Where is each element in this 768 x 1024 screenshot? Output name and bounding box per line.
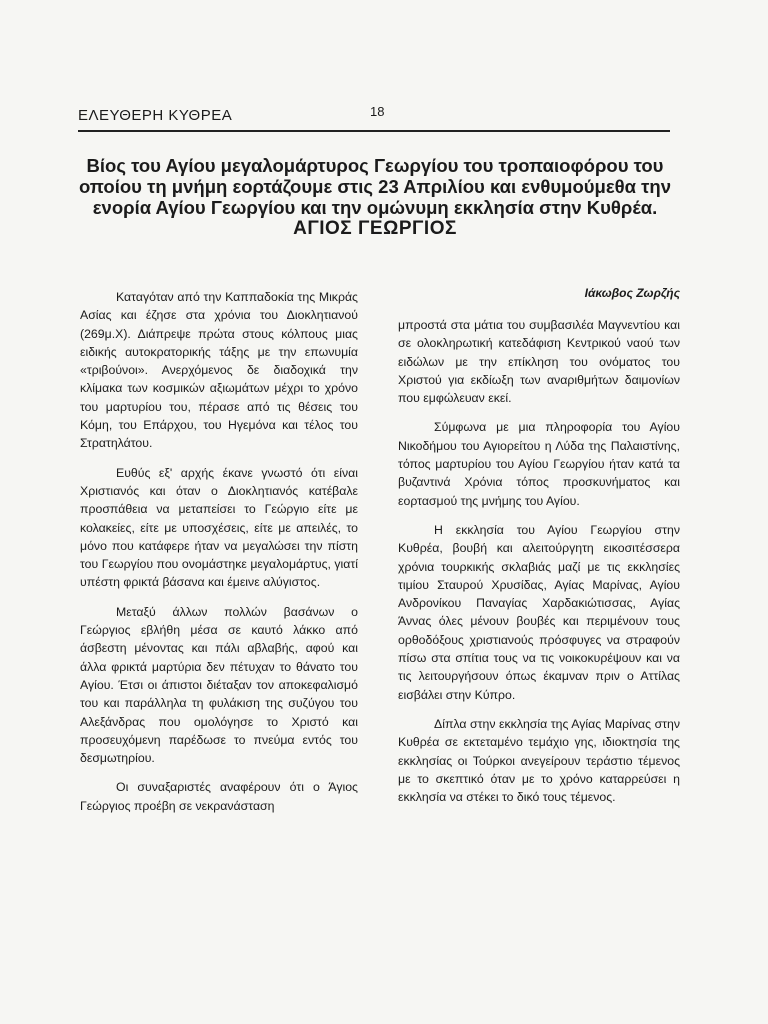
article-title: Βίος του Αγίου μεγαλομάρτυρος Γεωργίου του τροπαιοφόρου του οποίου τη μνήμη εορτάζουμε στις 23 Απριλίου και ενθυμούμεθα την ενορία Αγίου Γεωργίου και την ομώνυμη εκκλησία στην Κυθρέα. [79,155,671,218]
paragraph: Δίπλα στην εκκλησία της Αγίας Μαρίνας στην Κυθρέα σε εκτεταμένο τεμάχιο γης, ιδιοκτησία της εκκλησίας οι Τούρκοι ανεγείρουν τεράστιο τέμενος με το σκεπτικό όταν με το χρόνο καταρρεύσει η εκκλησία να στέκει το δικό τους τέμενος. [398,716,680,805]
article-title-block [70,155,680,239]
paragraph: Καταγόταν από την Καππαδοκία της Μικράς Ασίας και έζησε στα χρόνια του Διοκλητιανού (269μ.Χ). Διάπρεψε πρώτα στους κόλπους μιας ειδικής αυτοκρατορικής τάξης με την επωνυμία «τριβούνοι». Ανερχόμενος δε διαδοχικά την κλίμακα των κοσμικών αξιωμάτων μέχρι το χρόνο του μαρτυρίου του, πέρασε από τις θέσεις του Κόμη, του Επάρχου, του Ηγεμόνα και τέλος του Στρατηλάτου. [80,290,358,451]
right-column [398,316,680,817]
article-author: Ιάκωβος Ζωρζής [584,286,680,300]
paragraph: Οι συναξαριστές αναφέρουν ότι ο Άγιος Γεώργιος προέβη σε νεκρανάσταση [80,780,358,813]
paragraph: Μεταξύ άλλων πολλών βασάνων ο Γεώργιος εβλήθη μέσα σε καυτό λάκκο από άσβεστη μένοντας και πάλι αβλαβής, αφού και άλλα φρικτά μαρτύρια δεν πέτυχαν το θάνατο του Αγίου. Έτσι οι άπιστοι διέταξαν τον αποκεφαλισμό του και παράλληλα τη φυλάκιση της συζύγου του Αλεξάνδρας που ομολόγησε το Χριστό και προσευχόμενη παρέδωσε το πνεύμα εντός του δεσμωτηρίου. [80,604,358,766]
article-heading: ΑΓΙΟΣ ΓΕΩΡΓΙΟΣ [293,218,457,239]
paragraph: Ευθύς εξ' αρχής έκανε γνωστό ότι είναι Χριστιανός και όταν ο Διοκλητιανός κατέβαλε προσπάθεια να μεταπείσει το Γεώργιο είτε με κολακείες, είτε με υποσχέσεις, είτε με απειλές, το μόνο που κατάφερε ήταν να μεγαλώσει την πίστη του Γεωργίου που ονομάστηκε μεγαλομάρτυς, γιατί υπέστη φρικτά βάσανα και έμεινε αλύγιστος. [80,465,358,590]
paragraph: μπροστά στα μάτια του συμβασιλέα Μαγνεντίου και σε ολοκληρωτική κατεδάφιση Κεντρικού ναού των ειδώλων με την επίκληση του ονόματος του Χριστού για εκδίωξη των αναριθμήτων δαιμονίων που εμφώλευαν εκεί. [398,318,680,406]
left-column [80,288,358,826]
page-header [78,104,670,132]
page-number: 18 [370,104,385,119]
paragraph: Σύμφωνα με μια πληροφορία του Αγίου Νικοδήμου του Αγιορείτου η Λύδα της Παλαιστίνης, τόπος μαρτυρίου του Αγίου Γεωργίου ήταν κατά τα βυζαντινά Χρόνια τόπος προσκυνήματος και εορτασμού της μνήμης του Αγίου. [398,420,680,508]
paragraph: Η εκκλησία του Αγίου Γεωργίου στην Κυθρέα, βουβή και αλειτούργητη εικοσιτέσσερα χρόνια τουρκικής σκλαβιάς μαζί με τις εκκλησίες τιμίου Σταυρού Χρυσίδας, Αγίας Μαρίνας, Αγίου Ανδρονίκου Παναγίας Χαρδακιώτισσας, Αγίας Άννας όλες μένουν βουβές και περιμένουν τους ορθοδόξους χριστιανούς πρόσφυγες να στραφούν πίσω στα σπίτια τους να τις νοικοκυρέψουν και να τις λειτουργήσουν όπως έκαμναν πριν ο Αττίλας εισβάλει στην Κύπρο. [398,522,680,702]
publication-name: ΕΛΕΥΘΕΡΗ ΚΥΘΡΕΑ [78,107,233,124]
